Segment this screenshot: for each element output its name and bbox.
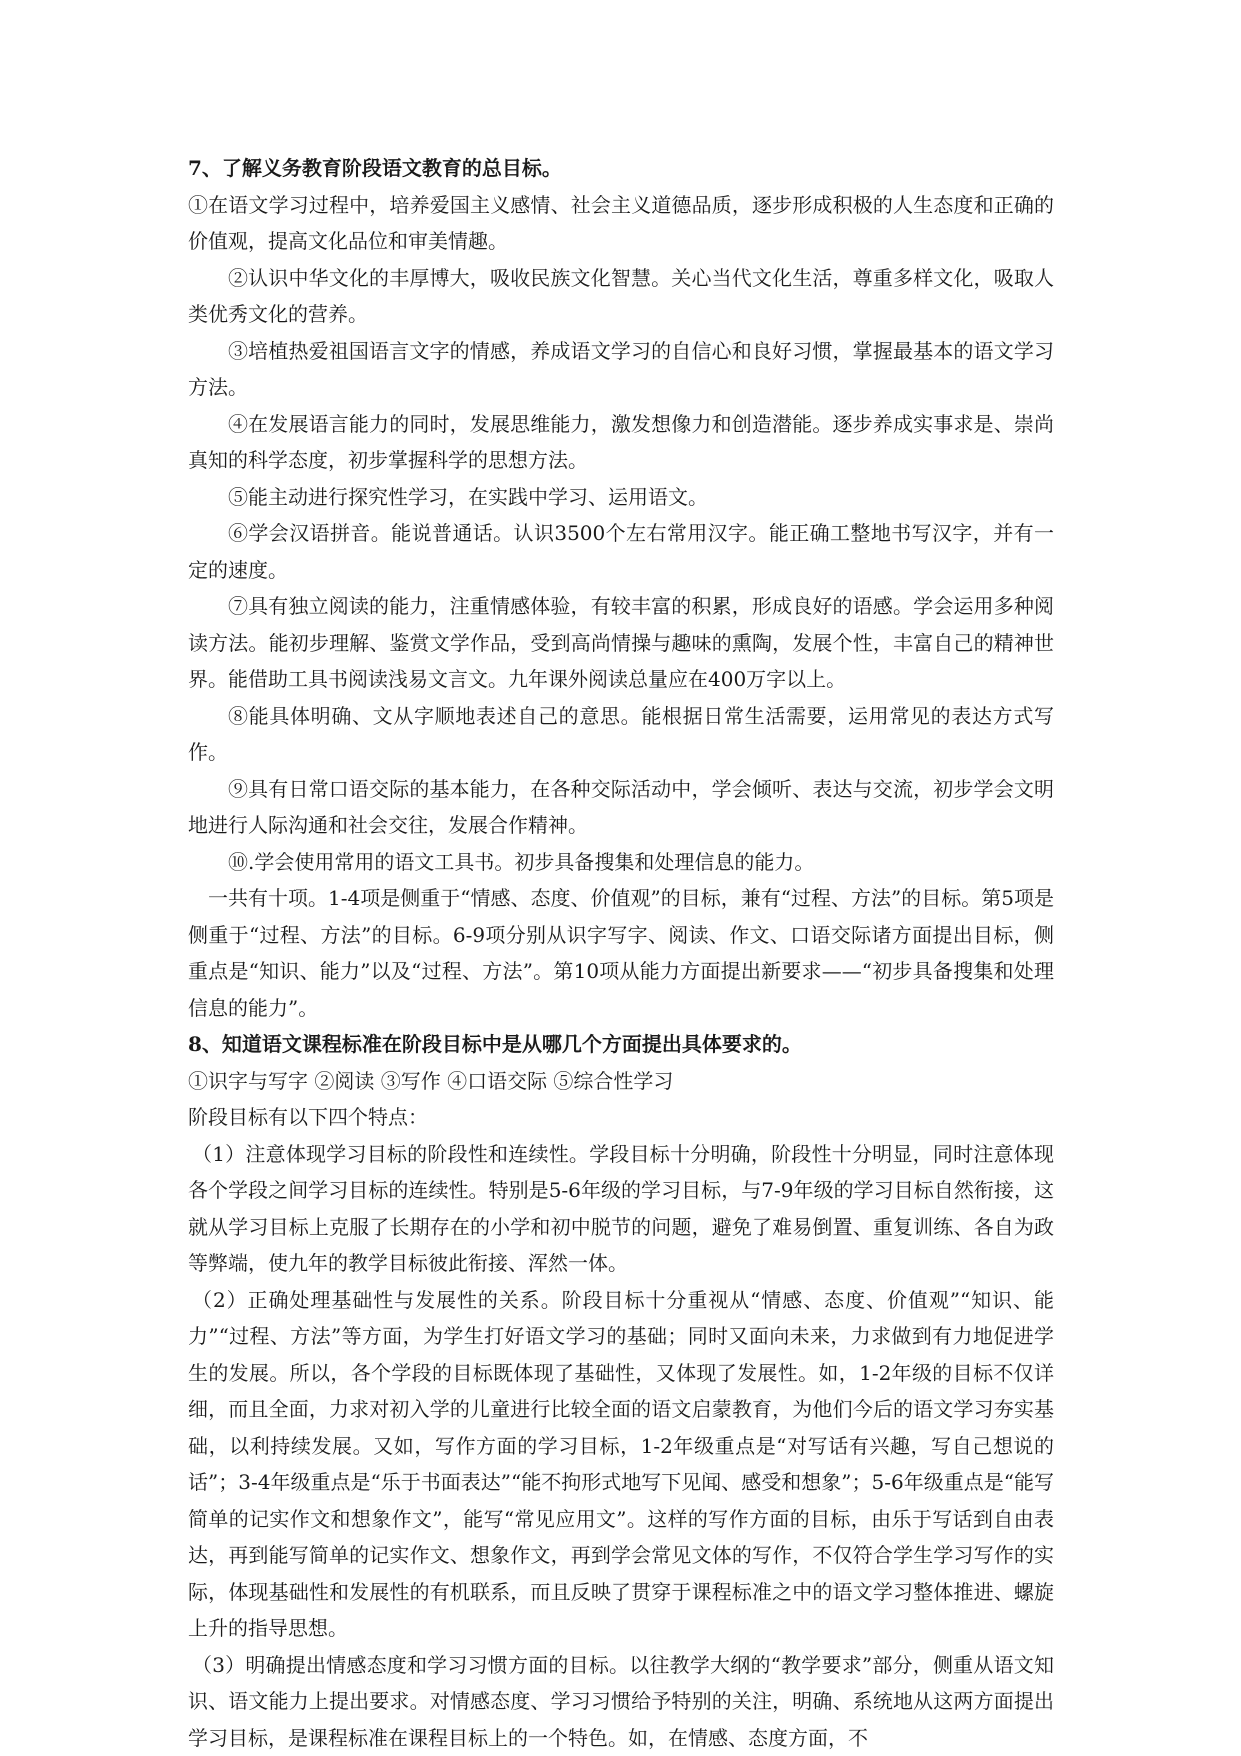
section-8-heading: 8、知道语文课程标准在阶段目标中是从哪几个方面提出具体要求的。 (188, 1026, 1054, 1063)
goal-item-10: ⑩.学会使用常用的语文工具书。初步具备搜集和处理信息的能力。 (188, 844, 1054, 881)
section-8-aspects: ①识字与写字 ②阅读 ③写作 ④口语交际 ⑤综合性学习 (188, 1063, 1054, 1100)
feature-point-1: （1）注意体现学习目标的阶段性和连续性。学段目标十分明确，阶段性十分明显，同时注意体现各个学段之间学习目标的连续性。特别是5-6年级的学习目标，与7-9年级的学习目标自然衔接，这就从学习目标上克服了长期存在的小学和初中脱节的问题，避免了难易倒置、重复训练、各自为政等弊端，使九年的教学目标彼此衔接、浑然一体。 (188, 1136, 1054, 1282)
section-7-heading: 7、了解义务教育阶段语文教育的总目标。 (188, 150, 1054, 187)
goal-item-7: ⑦具有独立阅读的能力，注重情感体验，有较丰富的积累，形成良好的语感。学会运用多种阅读方法。能初步理解、鉴赏文学作品，受到高尚情操与趣味的熏陶，发展个性，丰富自己的精神世界。能借助工具书阅读浅易文言文。九年课外阅读总量应在400万字以上。 (188, 588, 1054, 698)
goal-item-8: ⑧能具体明确、文从字顺地表述自己的意思。能根据日常生活需要，运用常见的表达方式写作。 (188, 698, 1054, 771)
section-8-intro: 阶段目标有以下四个特点： (188, 1099, 1054, 1136)
goal-item-1: ①在语文学习过程中，培养爱国主义感情、社会主义道德品质，逐步形成积极的人生态度和正确的价值观，提高文化品位和审美情趣。 (188, 187, 1054, 260)
document-page (188, 150, 1054, 1756)
goal-item-9: ⑨具有日常口语交际的基本能力，在各种交际活动中，学会倾听、表达与交流，初步学会文明地进行人际沟通和社会交往，发展合作精神。 (188, 771, 1054, 844)
goal-item-5: ⑤能主动进行探究性学习，在实践中学习、运用语文。 (188, 479, 1054, 516)
feature-point-2: （2）正确处理基础性与发展性的关系。阶段目标十分重视从“情感、态度、价值观”“知识、能力”“过程、方法”等方面，为学生打好语文学习的基础；同时又面向未来，力求做到有力地促进学生的发展。所以，各个学段的目标既体现了基础性，又体现了发展性。如，1-2年级的目标不仅详细，而且全面，力求对初入学的儿童进行比较全面的语文启蒙教育，为他们今后的语文学习夯实基础，以利持续发展。又如，写作方面的学习目标，1-2年级重点是“对写话有兴趣，写自己想说的话”；3-4年级重点是“乐于书面表达”“能不拘形式地写下见闻、感受和想象”；5-6年级重点是“能写简单的记实作文和想象作文”，能写“常见应用文”。这样的写作方面的目标，由乐于写话到自由表达，再到能写简单的记实作文、想象作文，再到学会常见文体的写作，不仅符合学生学习写作的实际，体现基础性和发展性的有机联系，而且反映了贯穿于课程标准之中的语文学习整体推进、螺旋上升的指导思想。 (188, 1282, 1054, 1647)
feature-point-3: （3）明确提出情感态度和学习习惯方面的目标。以往教学大纲的“教学要求”部分，侧重从语文知识、语文能力上提出要求。对情感态度、学习习惯给予特别的关注，明确、系统地从这两方面提出学习目标，是课程标准在课程目标上的一个特色。如，在情感、态度方面，不 (188, 1647, 1054, 1756)
section-7-summary: 一共有十项。1-4项是侧重于“情感、态度、价值观”的目标，兼有“过程、方法”的目标。第5项是侧重于“过程、方法”的目标。6-9项分别从识字写字、阅读、作文、口语交际诸方面提出目标，侧重点是“知识、能力”以及“过程、方法”。第10项从能力方面提出新要求——“初步具备搜集和处理信息的能力”。 (188, 880, 1054, 1026)
goal-item-4: ④在发展语言能力的同时，发展思维能力，激发想像力和创造潜能。逐步养成实事求是、崇尚真知的科学态度，初步掌握科学的思想方法。 (188, 406, 1054, 479)
goal-item-3: ③培植热爱祖国语言文字的情感，养成语文学习的自信心和良好习惯，掌握最基本的语文学习方法。 (188, 333, 1054, 406)
goal-item-2: ②认识中华文化的丰厚博大，吸收民族文化智慧。关心当代文化生活，尊重多样文化，吸取人类优秀文化的营养。 (188, 260, 1054, 333)
goal-item-6: ⑥学会汉语拼音。能说普通话。认识3500个左右常用汉字。能正确工整地书写汉字，并有一定的速度。 (188, 515, 1054, 588)
